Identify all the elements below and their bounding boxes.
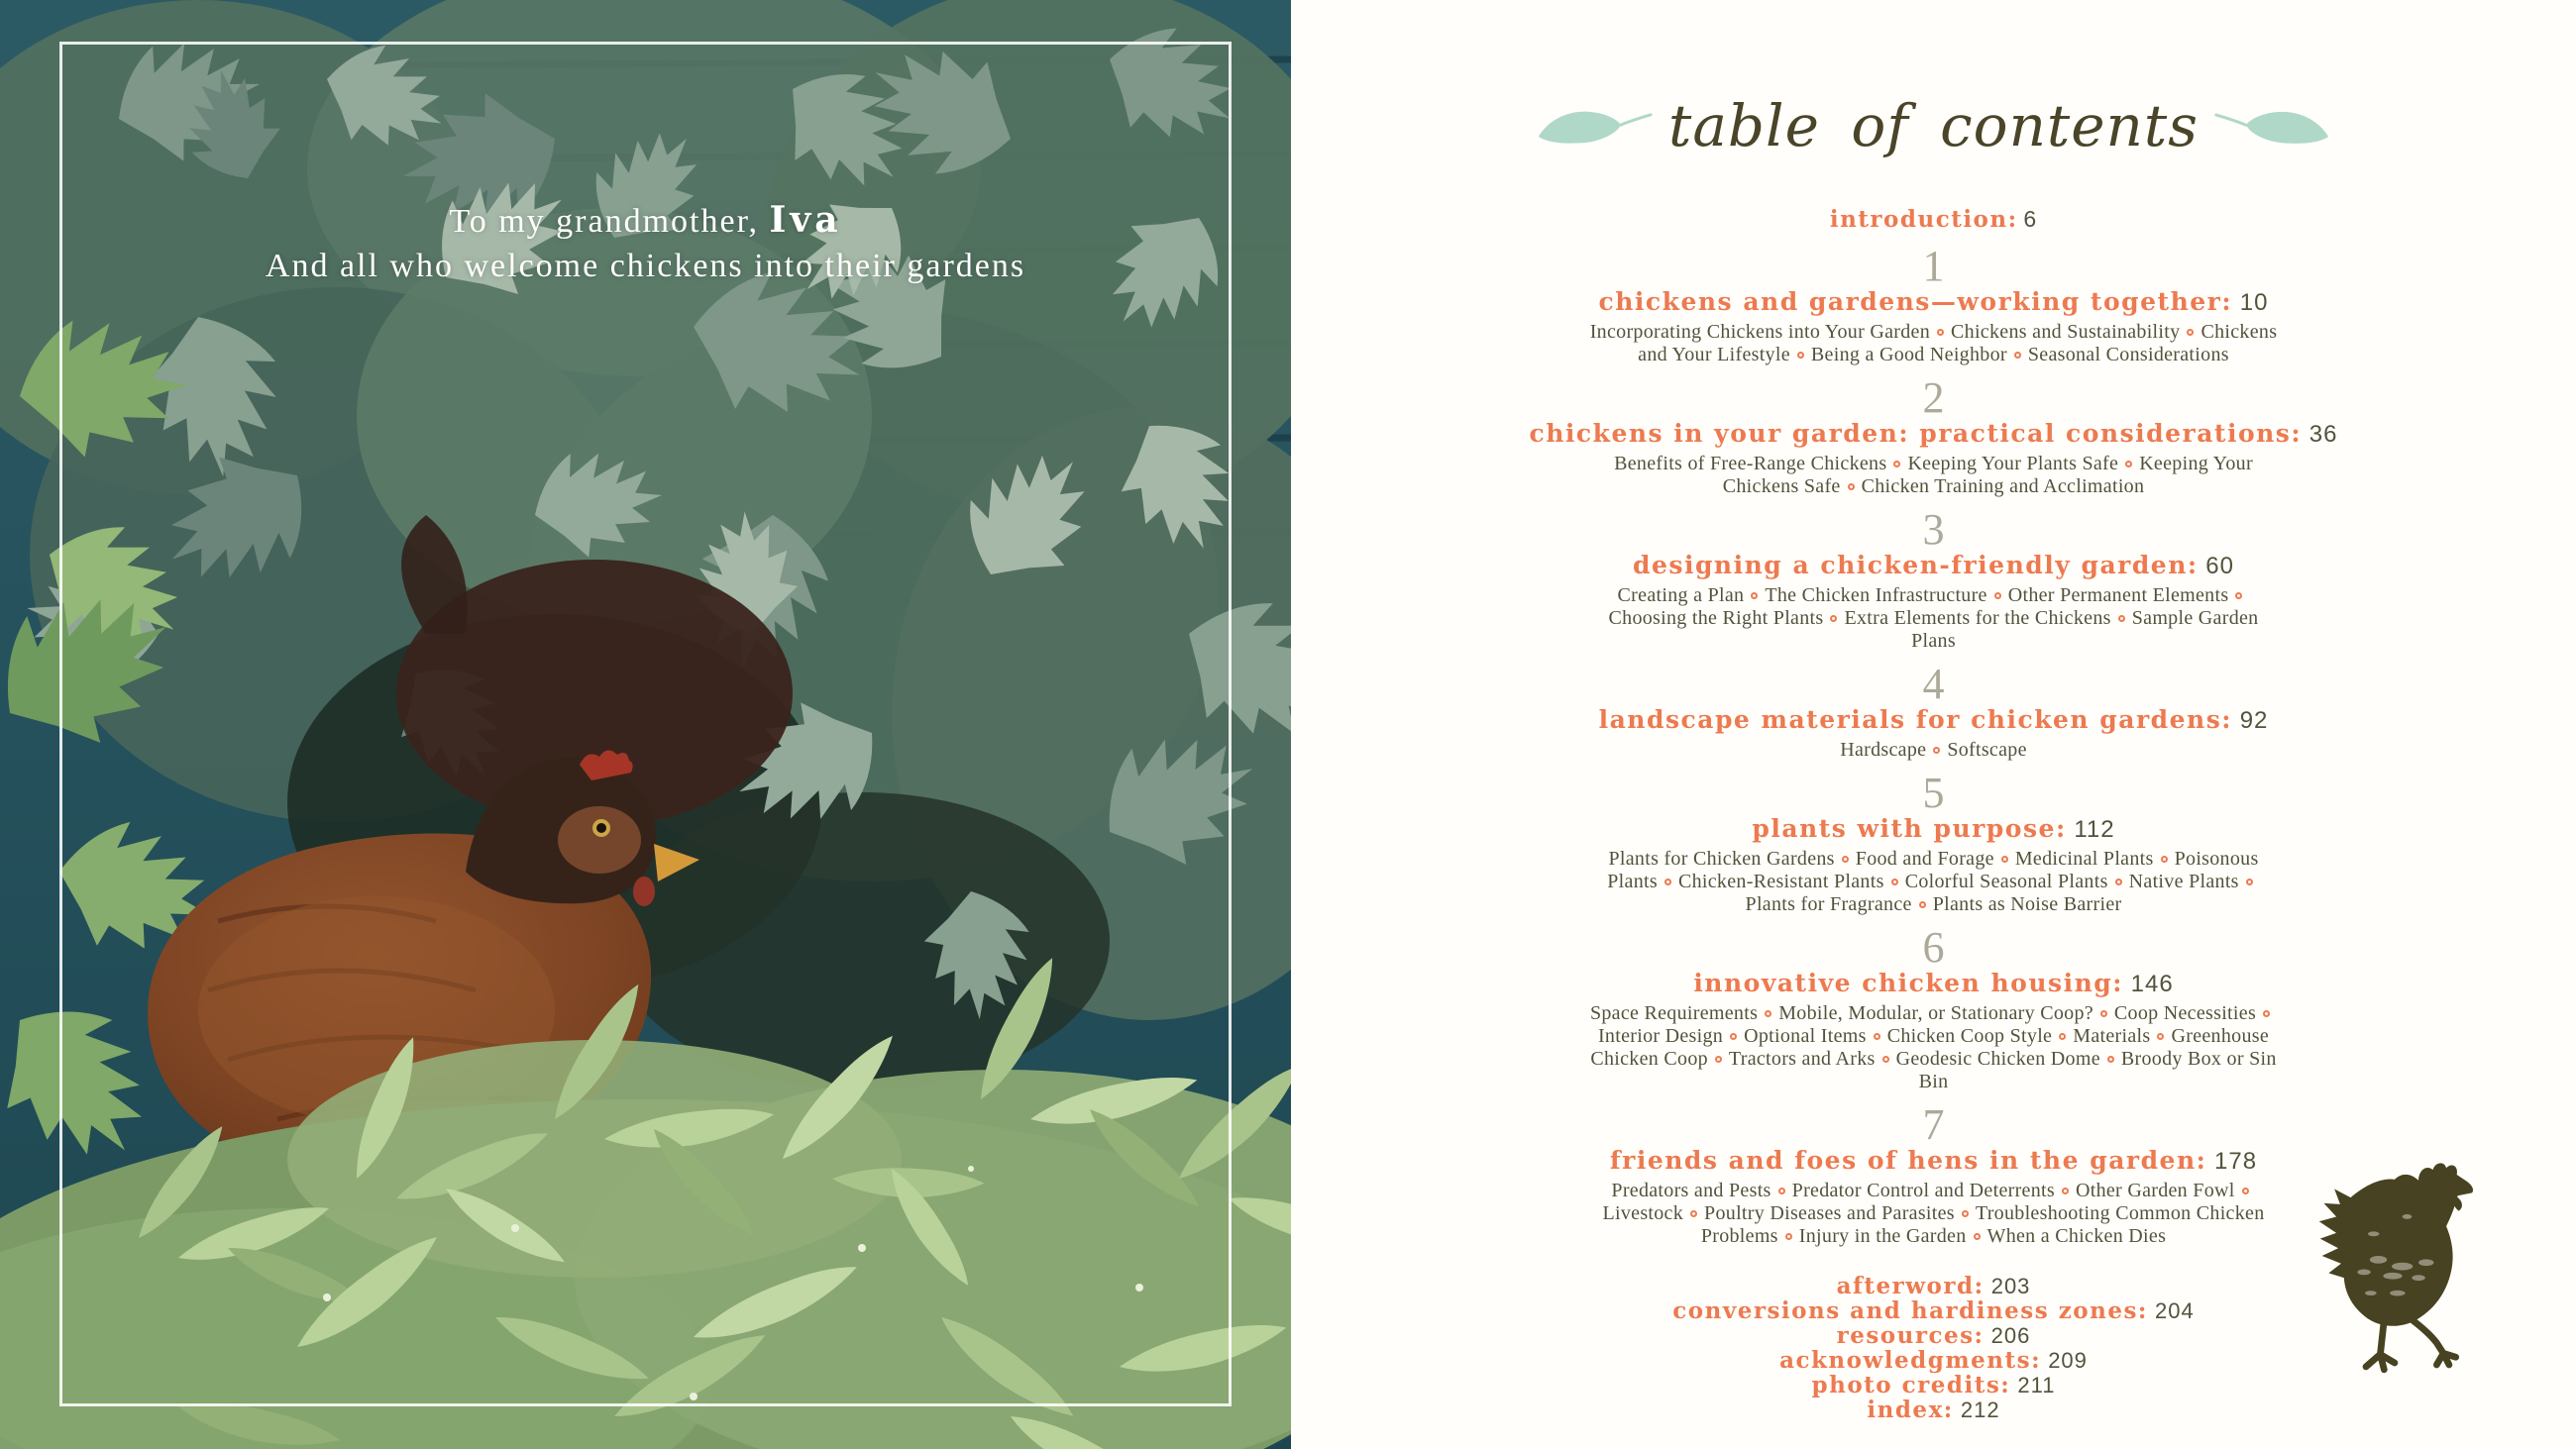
chapter-topics [1587, 1002, 2281, 1093]
topic-separator-dot [2014, 352, 2021, 359]
topic-separator-dot [2246, 879, 2253, 885]
topic-separator-dot [2242, 1188, 2249, 1194]
topic-label: Geodesic Chicken Dome [1895, 1048, 2100, 1070]
chapter-title: plants with purpose: [1752, 814, 2067, 843]
chapter-number: 5 [1922, 769, 1945, 817]
topic-separator-dot [1730, 1033, 1737, 1040]
topic-label: Seasonal Considerations [2027, 344, 2229, 365]
feather-icon-left [1534, 103, 1655, 149]
topic-label: Injury in the Garden [1798, 1225, 1967, 1247]
chapter-block-6 [1291, 923, 2576, 1093]
topic-label: Mobile, Modular, or Stationary Coop? [1778, 1002, 2093, 1024]
topic-separator-dot [1690, 1210, 1697, 1217]
page-title: table of contents [1668, 92, 2199, 159]
topic-label: Keeping Your Chickens Safe [1722, 453, 2253, 497]
topic-label: Sample Garden Plans [1911, 607, 2259, 652]
toc-page [1291, 0, 2576, 1449]
topic-label: Chickens and Your Lifestyle [1638, 321, 2278, 365]
topic-label: Predator Control and Deterrents [1791, 1180, 2055, 1201]
intro-label: introduction: [1829, 206, 2018, 233]
topic-separator-dot [1797, 352, 1804, 359]
topic-label: Materials [2073, 1025, 2151, 1047]
topic-label: Predators and Pests [1611, 1180, 1771, 1201]
topic-label: Other Permanent Elements [2007, 584, 2229, 606]
backmatter-label: acknowledgments: [1779, 1347, 2042, 1374]
topic-label: Extra Elements for the Chickens [1844, 607, 2111, 629]
topic-label: Livestock [1602, 1202, 1684, 1224]
topic-label: Food and Forage [1855, 848, 1994, 870]
chapter-heading [1291, 705, 2576, 736]
topic-separator-dot [1974, 1233, 1981, 1240]
topic-label: Chicken-Resistant Plants [1677, 871, 1884, 892]
topic-label: Keeping Your Plants Safe [1907, 453, 2119, 474]
chapter-title: chickens in your garden: practical considerations: [1529, 419, 2303, 448]
dedication [0, 198, 1291, 288]
backmatter-page-number: 211 [2010, 1373, 2056, 1397]
topic-separator-dot [2118, 615, 2125, 622]
chapter-page-number: 60 [2198, 553, 2234, 579]
topic-label: Optional Items [1744, 1025, 1867, 1047]
chicken-stamp-icon [2311, 1159, 2474, 1380]
topic-label: Colorful Seasonal Plants [1904, 871, 2108, 892]
topic-separator-dot [2107, 1056, 2114, 1063]
topic-separator-dot [2062, 1188, 2069, 1194]
chapter-number: 4 [1922, 660, 1945, 708]
topic-label: The Chicken Infrastructure [1765, 584, 1987, 606]
chapter-page-number: 146 [2122, 971, 2174, 997]
topic-label: Incorporating Chickens into Your Garden [1589, 321, 1931, 343]
chapter-number: 3 [1922, 505, 1945, 554]
backmatter-label: index: [1867, 1397, 1954, 1423]
toc-entry-introduction [1291, 204, 2576, 235]
topic-label: Chicken Coop Style [1886, 1025, 2053, 1047]
chapter-block-1 [1291, 242, 2576, 366]
chapter-heading [1291, 419, 2576, 450]
topic-label: Tractors and Arks [1728, 1048, 1876, 1070]
topic-label: Softscape [1947, 739, 2027, 761]
dedication-prefix: To my grandmother, [449, 203, 770, 240]
chapter-heading [1291, 814, 2576, 845]
topic-separator-dot [1962, 1210, 1969, 1217]
chapter-number: 2 [1922, 373, 1945, 422]
backmatter-page-number: 209 [2041, 1348, 2088, 1373]
chapter-topics [1587, 848, 2281, 916]
backmatter-page-number: 212 [1953, 1397, 2000, 1422]
topic-label: Troubleshooting Common Chicken Problems [1700, 1202, 2265, 1247]
topic-separator-dot [2157, 1033, 2164, 1040]
topic-separator-dot [2125, 461, 2132, 467]
topic-label: Hardscape [1840, 739, 1927, 761]
chapter-block-4 [1291, 660, 2576, 762]
chapter-title: chickens and gardens—working together: [1598, 287, 2233, 316]
topic-separator-dot [2100, 1010, 2107, 1017]
topic-label: Being a Good Neighbor [1810, 344, 2007, 365]
topic-separator-dot [2263, 1010, 2270, 1017]
chapter-title: innovative chicken housing: [1693, 969, 2123, 997]
topic-label: Other Garden Fowl [2075, 1180, 2235, 1201]
chapter-topics [1587, 321, 2281, 366]
topic-separator-dot [1893, 461, 1900, 467]
topic-separator-dot [1830, 615, 1837, 622]
topic-label: Native Plants [2128, 871, 2239, 892]
topic-separator-dot [1891, 879, 1898, 885]
backmatter-page-number: 203 [1984, 1274, 2031, 1298]
topic-label: Broody Box or Sin Bin [1918, 1048, 2277, 1092]
topic-label: When a Chicken Dies [1986, 1225, 2167, 1247]
chapter-block-3 [1291, 505, 2576, 653]
chapter-title: landscape materials for chicken gardens: [1598, 705, 2233, 734]
dedication-line2: And all who welcome chickens into their gardens [265, 248, 1026, 284]
topic-separator-dot [1715, 1056, 1722, 1063]
chapter-page-number: 10 [2232, 289, 2269, 316]
topic-separator-dot [2001, 856, 2008, 863]
chapter-topics [1587, 1180, 2281, 1248]
chapter-list [1291, 242, 2576, 1248]
topic-separator-dot [1778, 1188, 1785, 1194]
intro-page-number: 6 [2023, 206, 2038, 232]
chapter-number: 6 [1922, 923, 1945, 972]
chapter-heading [1291, 287, 2576, 318]
topic-label: Chickens and Sustainability [1951, 321, 2181, 343]
topic-label: Greenhouse Chicken Coop [1590, 1025, 2270, 1070]
topic-separator-dot [1874, 1033, 1880, 1040]
topic-separator-dot [1765, 1010, 1771, 1017]
topic-separator-dot [2115, 879, 2122, 885]
topic-separator-dot [1848, 483, 1855, 490]
backmatter-label: conversions and hardiness zones: [1672, 1297, 2148, 1324]
topic-label: Plants for Fragrance [1745, 893, 1912, 915]
topic-separator-dot [1842, 856, 1849, 863]
chapter-page-number: 112 [2066, 816, 2115, 843]
chapter-title: friends and foes of hens in the garden: [1609, 1146, 2207, 1175]
chapter-number: 1 [1922, 242, 1945, 290]
chapter-page-number: 92 [2232, 707, 2269, 734]
chapter-page-number: 178 [2206, 1148, 2258, 1175]
backmatter-page-number: 206 [1984, 1323, 2031, 1348]
topic-separator-dot [1937, 329, 1944, 336]
dedication-name: Iva [769, 199, 842, 241]
backmatter-label: photo credits: [1811, 1372, 2011, 1398]
chapter-page-number: 36 [2302, 421, 2338, 448]
topic-separator-dot [1664, 879, 1671, 885]
chapter-topics [1587, 739, 2281, 762]
topic-separator-dot [1994, 592, 2001, 599]
topic-label: Interior Design [1597, 1025, 1724, 1047]
backmatter-page-number: 204 [2147, 1298, 2195, 1323]
topic-separator-dot [1785, 1233, 1792, 1240]
chapter-title: designing a chicken-friendly garden: [1632, 551, 2199, 579]
chapter-topics [1587, 453, 2281, 498]
topic-label: Benefits of Free-Range Chickens [1614, 453, 1887, 474]
chapter-number: 7 [1922, 1100, 1945, 1149]
topic-label: Creating a Plan [1617, 584, 1745, 606]
topic-label: Choosing the Right Plants [1608, 607, 1824, 629]
topic-label: Medicinal Plants [2014, 848, 2154, 870]
chapter-heading [1291, 551, 2576, 581]
topic-separator-dot [2161, 856, 2168, 863]
topic-separator-dot [1882, 1056, 1889, 1063]
topic-label: Space Requirements [1589, 1002, 1759, 1024]
chapter-block-5 [1291, 769, 2576, 916]
topic-label: Plants for Chicken Gardens [1608, 848, 1835, 870]
topic-label: Poultry Diseases and Parasites [1704, 1202, 1955, 1224]
backmatter-entry [1291, 1397, 2576, 1422]
topic-separator-dot [2059, 1033, 2066, 1040]
backmatter-label: afterword: [1836, 1273, 1985, 1299]
topic-separator-dot [1919, 901, 1926, 908]
title-row [1291, 93, 2576, 158]
topic-separator-dot [2235, 592, 2242, 599]
topic-label: Poisonous Plants [1607, 848, 2259, 892]
topic-label: Plants as Noise Barrier [1932, 893, 2122, 915]
topic-label: Chicken Training and Acclimation [1861, 475, 2145, 497]
topic-label: Coop Necessities [2113, 1002, 2257, 1024]
chapter-topics [1587, 584, 2281, 653]
chapter-block-2 [1291, 373, 2576, 498]
topic-separator-dot [2187, 329, 2194, 336]
topic-separator-dot [1933, 747, 1940, 754]
chapter-heading [1291, 969, 2576, 999]
dedication-line1 [0, 198, 1291, 244]
backmatter-label: resources: [1836, 1322, 1985, 1349]
feather-icon-right [2212, 103, 2333, 149]
topic-separator-dot [1751, 592, 1758, 599]
